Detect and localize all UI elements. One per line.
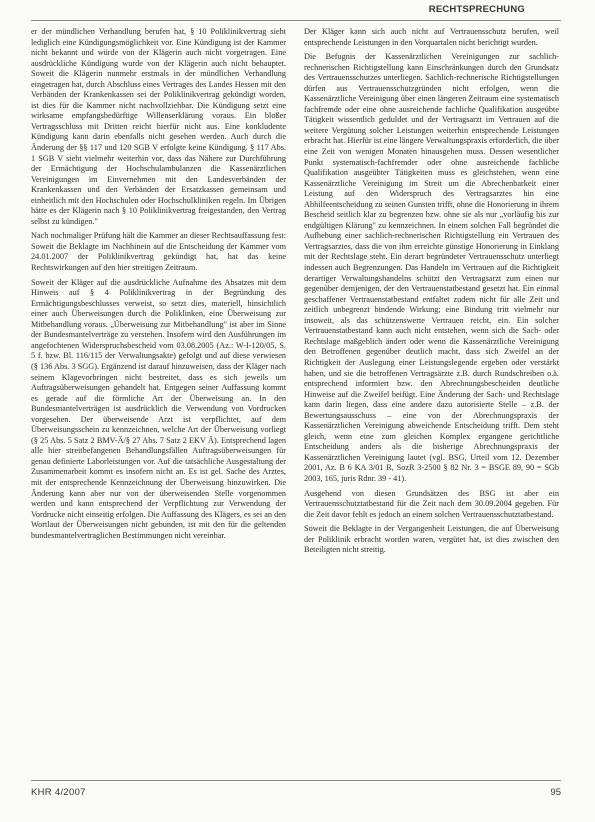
page-number: 95 — [550, 787, 561, 798]
left-column — [31, 27, 286, 777]
paragraph: Soweit die Beklagte in der Vergangenheit Leistungen, die auf Überweisung der Poliklinik erbracht worden waren, vergütet hat, ist dies zwischen den Beteiligten nicht streitig. — [304, 524, 559, 555]
footer-divider — [31, 780, 561, 781]
section-title: RECHTSPRECHUNG — [428, 4, 525, 15]
paragraph: Der Kläger kann sich auch nicht auf Vertrauensschutz berufen, weil entsprechende Leistungen in den Vorquartalen nicht berichtigt wurden. — [304, 27, 559, 47]
paragraph: Soweit der Kläger auf die ausdrückliche Aufnahme des Absatzes mit dem Hinweis auf § 4 Poliklinikvertrag in der Begründung des Ermächtigungsbeschlusses verweist, so setzt dies, materiell, hinsichtlich einer auch Überweisungen durch die Poliklinken, eine Überweisung zur Mitbehandlung voraus. „Überweisung zur Mitbehandlung" ist aber im Sinne der Bundesmantelverträge zu verstehen. Insofern wird den Ausführungen im angefochtenen Widerspruchsbescheid vom 03.08.2005 (Az.: W-I-120/05, S. 5 f. bzw. Bl. 116/115 der Verwaltungsakte) gefolgt und auf diese verwiesen (§ 136 Abs. 3 SGG). Ergänzend ist darauf hinzuweisen, dass der Kläger nach seinem Klagevorbringen nicht bestreitet, dass es sich jeweils um Auftragsüberweisungen gehandelt hat. Entgegen seiner Auffassung kommt es gerade auf die förmliche Art der Überweisung an. In den Bundesmantelverträgen ist ausdrücklich die Verwendung von Vordrucken vorgesehen. Der überweisende Arzt ist verpflichtet, auf dem Überweisungsschein zu kennzeichnen, welche Art der Überweisung vorliegt (§ 25 Abs. 5 Satz 2 BMV-Ä/§ 27 Abs. 7 Satz 2 EKV Ä). Entsprechend lagen alle hier streitbefangenen Behandlungsfällen Auftragsüberweisungen für genau definierte Laborleistungen vor. Auf die tatsächliche Ausgestaltung der Zusammenarbeit kommt es insofern nicht an. Es ist gel. Sache des Arztes, mit der entsprechende Kennzeichnung der Überweisung hinzuwirken. Die Änderung kann aber nur von der überweisenden Stelle vorgenommen werden und kann entsprechend der Verpflichtung zur Verwendung der Vordrucke nicht einseitig erfolgen. Die Auffassung des Klägers, es sei an den Wortlaut der Überweisungen nicht gebunden, ist mit den für die geltenden bundesmantelvertraglichen Bestimmungen nicht vereinbar. — [31, 277, 286, 540]
right-column — [304, 27, 559, 777]
paragraph: er der mündlichen Verhandlung berufen hat, § 10 Poliklinikvertrag sieht lediglich eine Kündigungsmöglichkeit vor. Eine Kündigung ist der Kammer nicht bekannt und würde von der Klägerin auch nicht vorgetragen. Eine ausdrückliche Kündigung wurde von der Klägerin auch nicht behauptet. Soweit die Klägerin nunmehr erstmals in der mündlichen Verhandlung eingetragen hat, durch Abschluss eines Vertrages des Landes Hessen mit den Verbänden der Krankenkassen sei der Poliklinikvertrag gekündigt worden, ist dies für die Kammer nicht nachvollziehbar. Die Kündigung setzt eine wirksame empfangsbedürftige Willenserklärung voraus. Ein bloßer Vertragsschluss mit Dritten reicht hierfür nicht aus. Eine konkludente Kündigung kann darin ebenfalls nicht gesehen werden. Auch durch die Änderung der §§ 117 und 120 SGB V erfolgte keine Kündigung. § 117 Abs. 1 SGB V sieht vielmehr weiterhin vor, dass das Nähere zur Durchführung der Ermächtigung der Hochschulambulanzen die Kassenärztlichen Vereinigungen im Einvernehmen mit den Landesverbänden der Krankenkassen und den Verbänden der Ersatzkassen gemeinsam und einheitlich mit den Hochschulen oder Hochschulkliniken regeln. Im Übrigen hätte es der Klägerin nach § 10 Poliklinikvertrag freigestanden, den Vertrag selbst zu kündigen." — [31, 27, 286, 226]
paragraph: Nach nochmaliger Prüfung hält die Kammer an dieser Rechtsauffassung fest: Soweit die Beklagte im Nachhinein auf die Entscheidung der Kammer vom 24.01.2007 der Poliklinikvertrag gekündigt hat, hat das keine Rechtswirkungen auf den hier streitigen Zeitraum. — [31, 231, 286, 273]
journal-issue: KHR 4/2007 — [31, 787, 86, 798]
running-header — [31, 0, 561, 21]
paragraph: Die Befugnis der Kassenärztlichen Vereinigungen zur sachlich-rechnerischen Richtigstellung kann Einschränkungen durch den Grundsatz des Vertrauensschutzes unterliegen. Sachlich-rechnerische Richtigstellungen dürfen aus Vertrauensschutzgründen nicht erfolgen, wenn die Kassenärztliche Vereinigung über einen längeren Zeitraum eine systematisch fachfremde oder eine ohne ausreichende fachliche Qualifikation ausgeübte Tätigkeit wissentlich geduldet und der Vertragsarzt im Vertrauen auf die weitere Vergütung solcher Leistungen weiterhin entsprechende Leistungen erbracht hat. Hierfür ist eine längere Verwaltungspraxis erforderlich, die über eine Zeit von wenigen Monaten hinausgehen muss. Dessen wesentlicher Punkt systematisch-fachfremder oder ohne ausreichende fachliche Qualifikation ausgeübter Tätigkeiten muss es gleichstehen, wenn eine Kassenärztliche Vereinigung im Streit um die Abrechenbarkeit einer Leistung auf den Widerspruch des Vertragsarztes hin eine Abhilfeentscheidung zu seinen Gunsten trifft, ohne die Honorierung in ihrem Bescheid seitlich klar zu begrenzen bzw. ohne sie als nur „vorläufig bis zur endgültigen Klärung" zu kennzeichnen. In einem solchen Fall begründet die Aufhebung einer sachlich-rechnerischen Richtigstellung ein Vertrauen des Vertragsarztes, dass die von ihm erreichte günstige Honorierung in Einklang mit der Rechtslage steht. Ein derart begründeter Vertrauensschutz unterliegt indessen auch Begrenzungen. Das Handeln im Vertrauen auf die Richtigkeit derartiger Verwaltungshandelns schützt den Vertragsarzt zum einen nur gegenüber demjenigen, der den Vertrauenstatbestand gesetzt hat. Ein einmal geschaffener Vertrauenstatbestand entfaltet zudem nicht für alle Zeit und zeitlich unbegrenzt bindende Wirkung; eine Bindung tritt vielmehr nur insoweit, als das schützenswerte Vertrauen reicht, ein. Ein solcher Vertrauenstatbestand kann auch nicht entstehen, wenn sich die Sach- oder Rechtslage maßgeblich ändert oder wenn die Kassenärztliche Vereinigung den Betroffenen gegenüber deutlich macht, dass sich Zweifel an der Richtigkeit der Auslegung einer Leistungslegende ergeben oder verstärkt haben, und sie die betroffenen Vertragsärzte z.B. durch Rundschreiben o.ä. entsprechend informiert bzw. den Abrechnungsbescheiden deutliche Hinweise auf die Zweifel beifügt. Eine Änderung der Sach- und Rechtslage kann darin liegen, dass eine andere dazu autorisierte Stelle – z.B. der Bewertungsausschuss – eine von der Abrechnungspraxis der Kassenärztlichen Vereinigung abweichende Entscheidung trifft. Dem steht gleich, wenn eine zum gleichen Komplex ergangene gerichtliche Entscheidung anders als die bisherige Abrechnungspraxis der Kassenärztlichen Vereinigung lautet (vgl. BSG, Urteil vom 12. Dezember 2001, Az. B 6 KA 3/01 R, SozR 3-2500 § 82 Nr. 3 = BSGE 89, 90 = SGb 2003, 165, juris Rdnr. 39 - 41). — [304, 52, 559, 483]
paragraph: Ausgehend von diesen Grundsätzen des BSG ist aber ein Vertrauensschutztatbestand für die Zeit nach dem 30.09.2004 gegeben. Für die Zeit davor fehlt es jedoch an einem solchen Vertrauensschutztatbestand. — [304, 488, 559, 519]
